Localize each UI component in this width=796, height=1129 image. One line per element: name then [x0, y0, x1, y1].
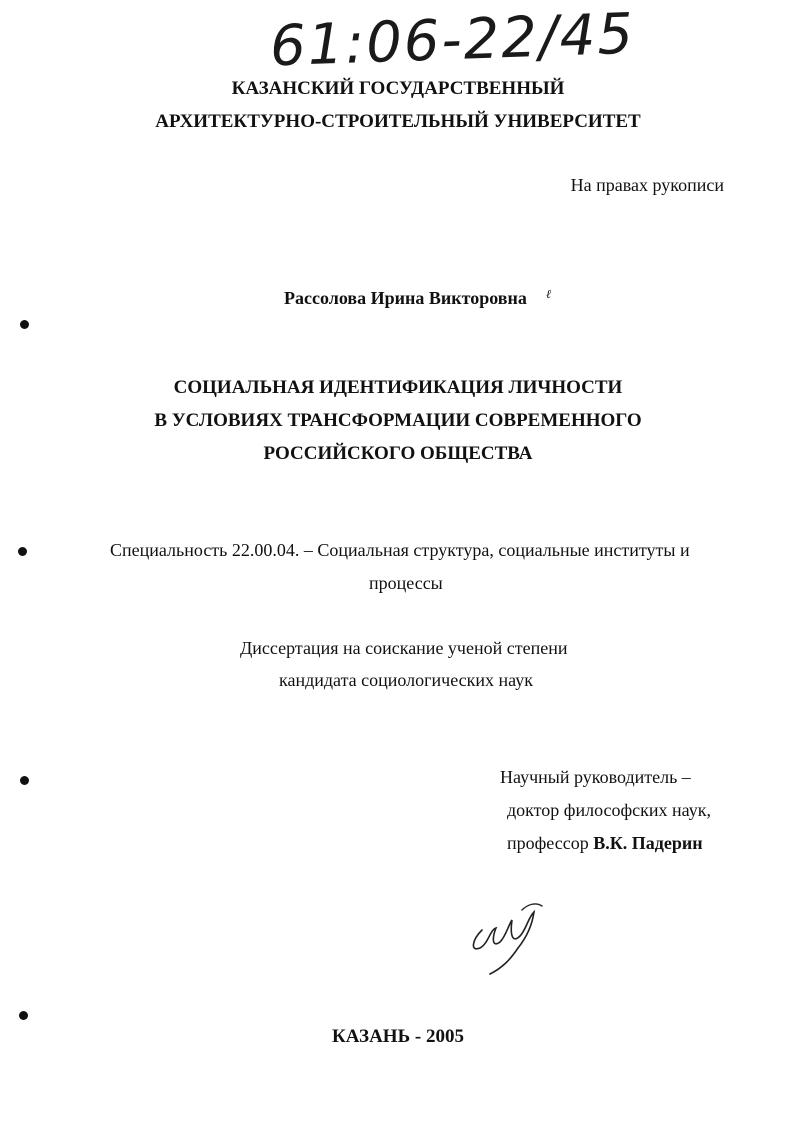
title-line-3: РОССИЙСКОГО ОБЩЕСТВА [263, 443, 533, 464]
title-line-1: СОЦИАЛЬНАЯ ИДЕНТИФИКАЦИЯ ЛИЧНОСТИ [173, 377, 623, 398]
handwritten-archive-code: 61:06-22/45 [268, 1, 637, 80]
degree-line-1: Диссертация на соискание ученой степени [240, 638, 568, 658]
binding-hole-mark-3 [20, 776, 29, 785]
author-name: Рассолова Ирина Викторовна [284, 288, 527, 308]
city-year: КАЗАНЬ - 2005 [332, 1026, 464, 1047]
signature-icon [462, 890, 572, 980]
institution-line-2: АРХИТЕКТУРНО-СТРОИТЕЛЬНЫЙ УНИВЕРСИТЕТ [155, 111, 641, 132]
title-line-2: В УСЛОВИЯХ ТРАНСФОРМАЦИИ СОВРЕМЕННОГО [154, 410, 642, 431]
binding-hole-mark-2 [18, 547, 27, 556]
supervisor-name: В.К. Падерин [593, 833, 703, 853]
binding-hole-mark-1 [20, 320, 29, 329]
rights-note: На правах рукописи [570, 175, 724, 195]
specialty-line-1: Специальность 22.00.04. – Социальная структура, социальные институты и [110, 540, 690, 560]
degree-line-2: кандидата социологических наук [279, 670, 533, 690]
supervisor-line-2: доктор философских наук, [507, 800, 711, 820]
supervisor-line-3 [507, 833, 703, 854]
binding-hole-mark-4 [19, 1011, 28, 1020]
pen-mark: ℓ [546, 287, 551, 301]
institution-line-1: КАЗАНСКИЙ ГОСУДАРСТВЕННЫЙ [231, 78, 565, 99]
specialty-line-2: процессы [369, 573, 443, 593]
supervisor-line-1: Научный руководитель – [500, 767, 691, 787]
supervisor-title: профессор [507, 833, 594, 853]
